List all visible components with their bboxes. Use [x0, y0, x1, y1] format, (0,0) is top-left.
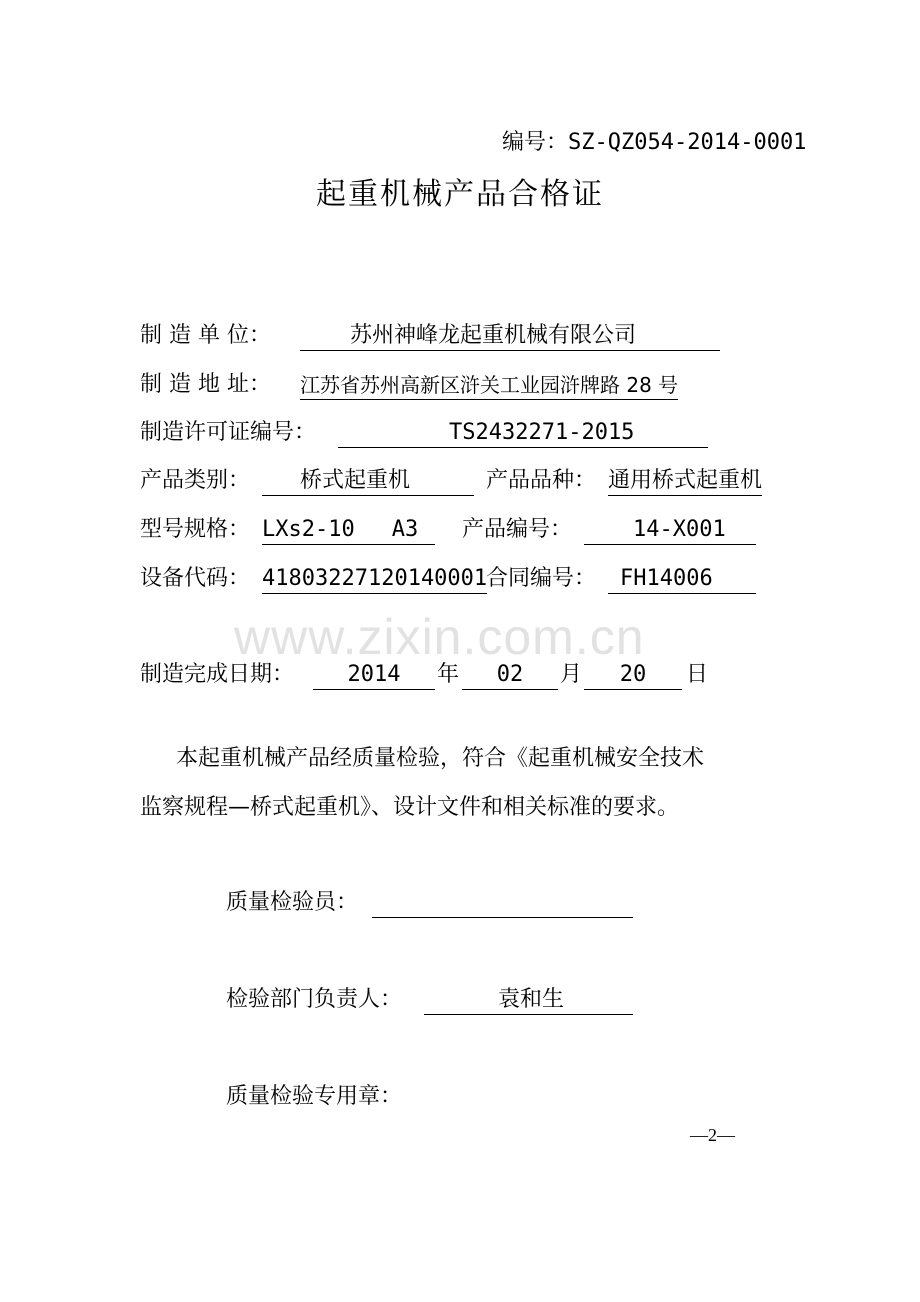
manufacturer-label: 制 造 单 位： — [140, 323, 271, 348]
statement-line-1: 本起重机械产品经质量检验，符合《起重机械安全技术 — [176, 746, 705, 771]
contract-no-value: FH14006 — [620, 566, 713, 591]
license-value: TS2432271-2015 — [449, 420, 635, 445]
manufacturer-value: 苏州神峰龙起重机械有限公司 — [350, 323, 637, 348]
variety-label: 产品品种： — [486, 468, 597, 493]
serial-value: SZ-QZ054-2014-0001 — [568, 130, 807, 155]
model-value: LXs2-10 — [262, 517, 355, 542]
contract-no-value-line — [608, 565, 756, 594]
model-grade: A3 — [391, 517, 419, 542]
statement-line-2: 监察规程—桥式起重机》、设计文件和相关标准的要求。 — [140, 795, 680, 820]
page-title: 起重机械产品合格证 — [316, 177, 604, 212]
model-value-line — [262, 516, 435, 545]
address-value: 江苏省苏州高新区浒关工业园浒牌路 28 号 — [300, 372, 678, 400]
watermark: www.zixin.com.cn — [234, 609, 645, 665]
dept-head-value: 袁和生 — [498, 987, 565, 1012]
seal-label: 质量检验专用章： — [226, 1084, 403, 1109]
completion-day-unit: 日 — [686, 662, 709, 687]
page-number: —2— — [690, 1125, 735, 1145]
inspector-label: 质量检验员： — [226, 890, 359, 915]
license-label: 制造许可证编号： — [140, 420, 317, 445]
serial-number — [502, 129, 806, 157]
contract-no-label: 合同编号： — [486, 566, 597, 591]
category-label: 产品类别： — [140, 468, 251, 493]
equipment-code-value: 41803227120140001 — [262, 565, 487, 594]
product-no-label: 产品编号： — [462, 517, 573, 542]
dept-head-label: 检验部门负责人： — [226, 987, 403, 1012]
product-no-value-line — [584, 516, 756, 545]
category-value: 桥式起重机 — [300, 468, 411, 493]
product-no-value: 14-X001 — [633, 517, 726, 542]
completion-day: 20 — [584, 661, 682, 690]
completion-month-unit: 月 — [560, 662, 583, 687]
completion-year: 2014 — [313, 661, 435, 690]
model-label: 型号规格： — [140, 517, 251, 542]
category-value-line — [262, 467, 474, 496]
address-label: 制 造 地 址： — [140, 372, 271, 397]
inspector-signature-line — [372, 889, 633, 918]
completion-label: 制造完成日期： — [140, 662, 295, 687]
serial-label: 编号： — [502, 130, 569, 155]
completion-year-unit: 年 — [437, 662, 460, 687]
manufacturer-value-line — [300, 322, 720, 351]
equipment-code-label: 设备代码： — [140, 566, 251, 591]
dept-head-value-line — [424, 986, 633, 1015]
variety-value: 通用桥式起重机 — [608, 467, 762, 496]
completion-month: 02 — [462, 661, 558, 690]
license-value-line — [338, 419, 708, 448]
